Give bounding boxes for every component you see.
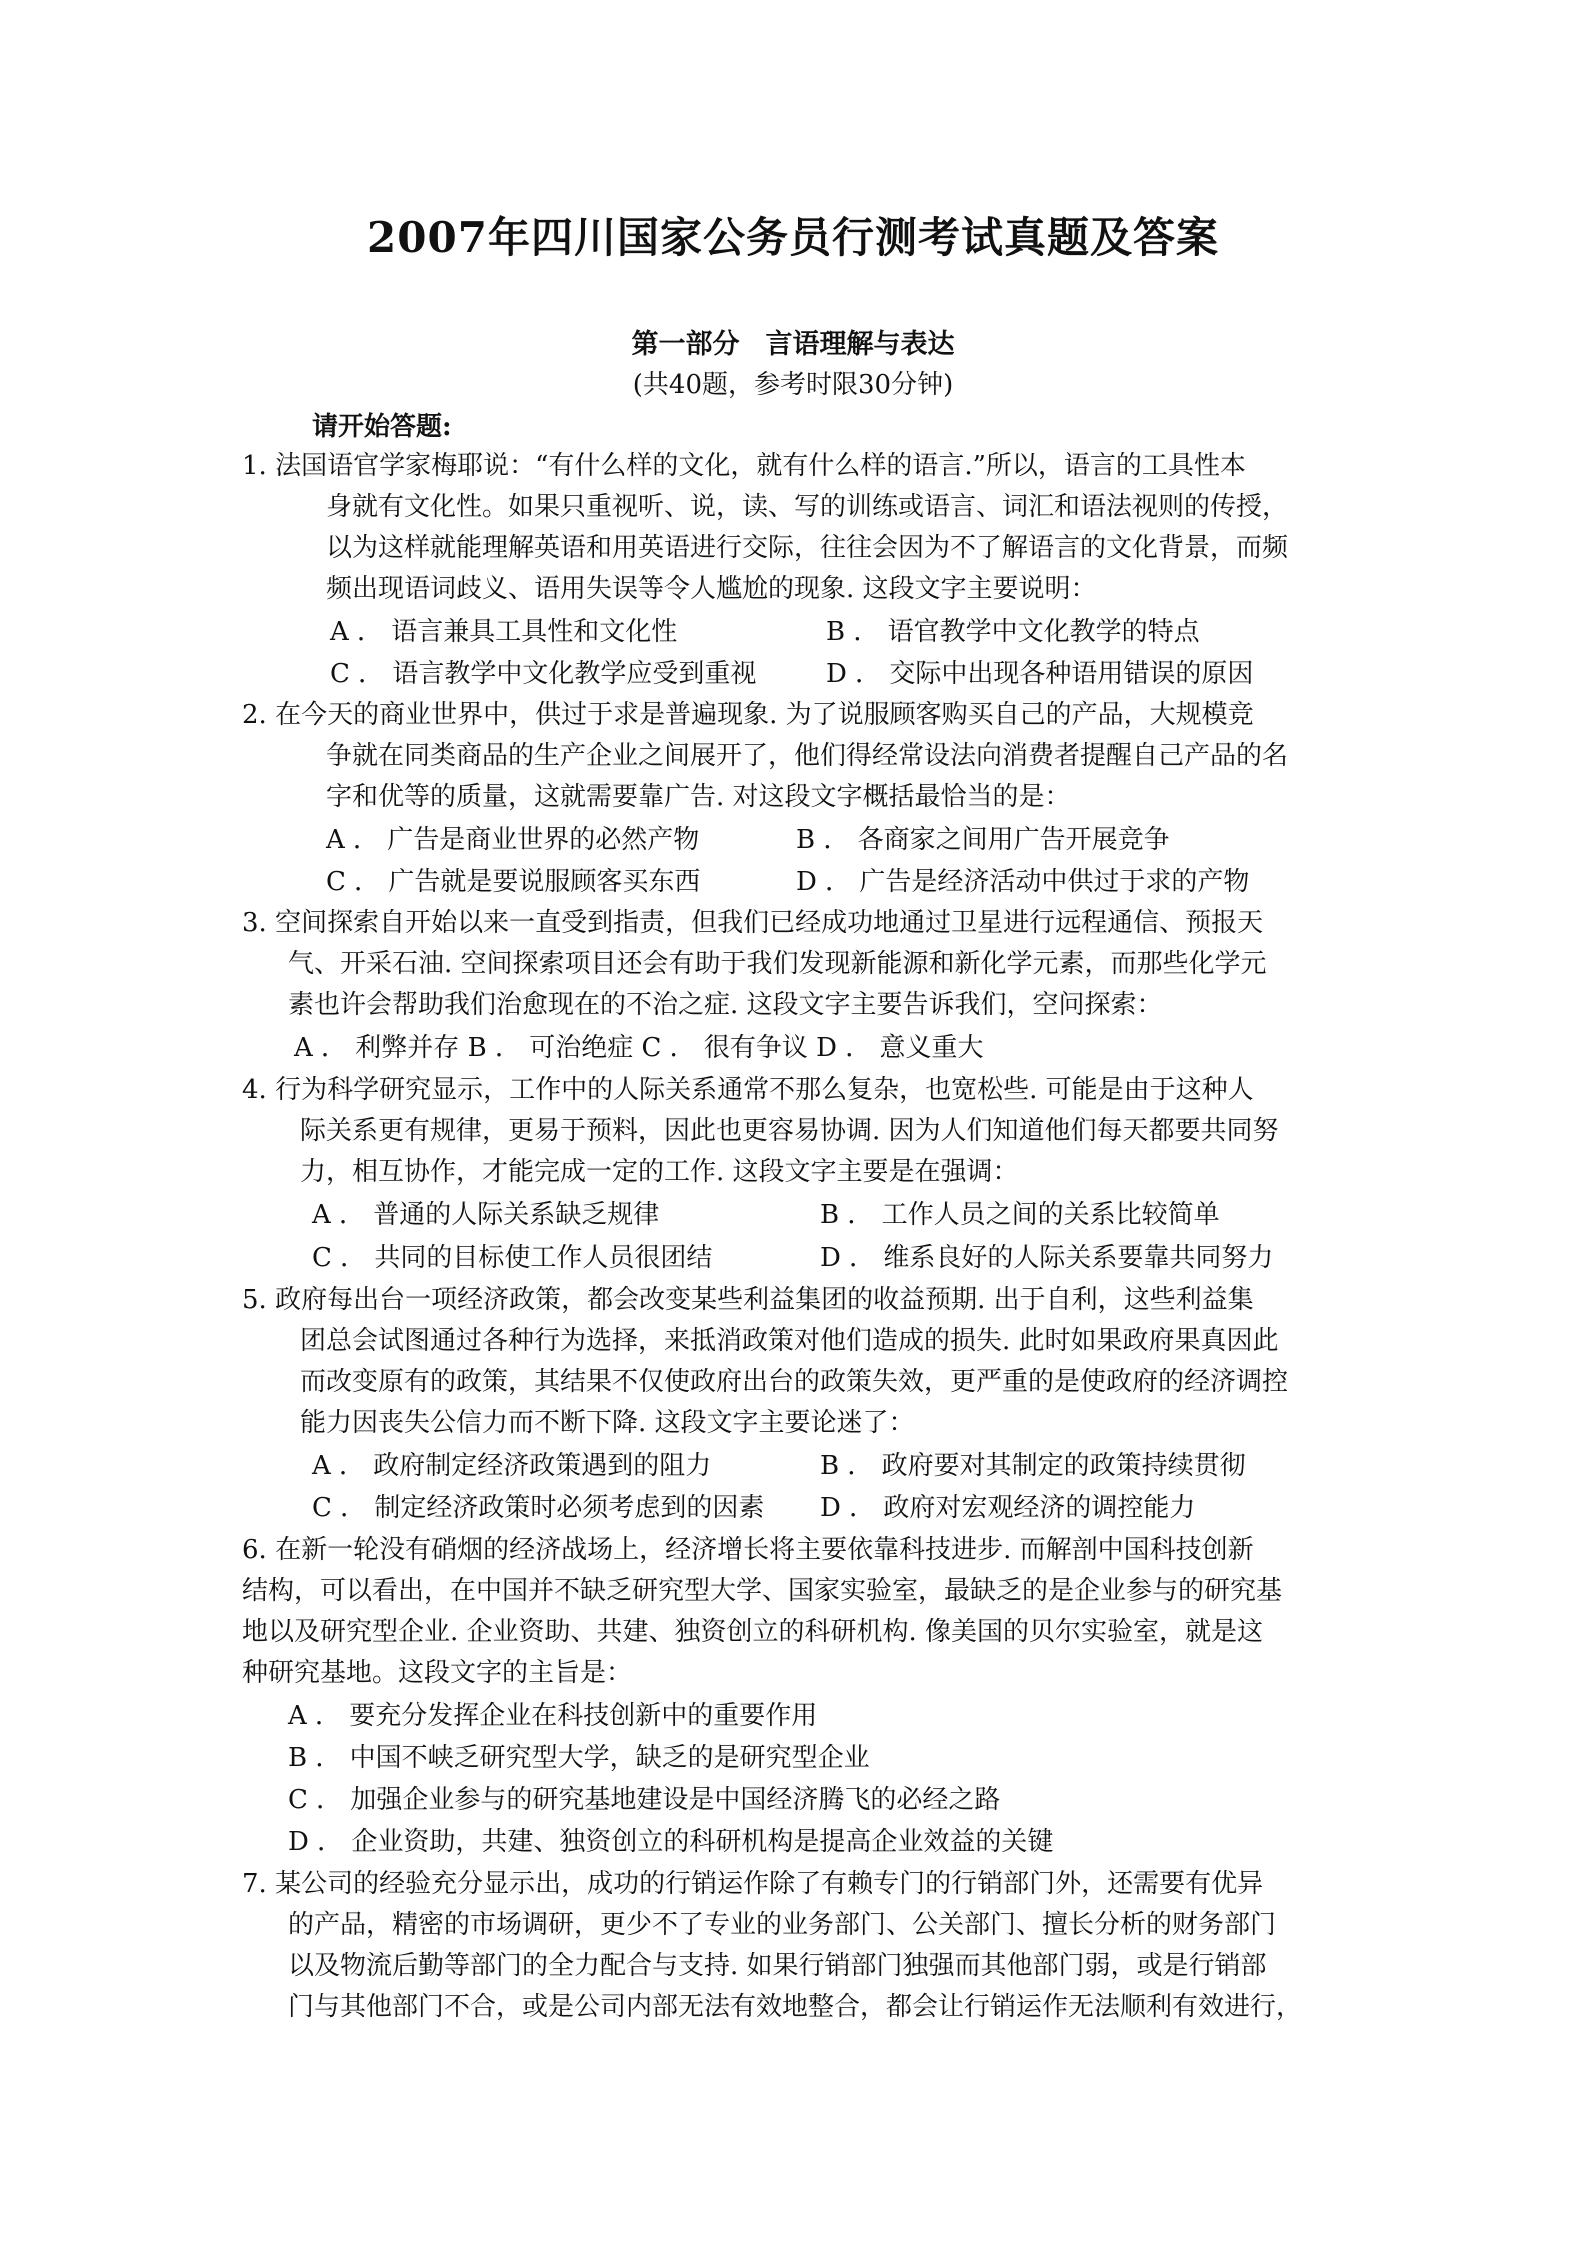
question-2-option-a: A ． 广告是商业世界的必然产物 <box>326 825 700 855</box>
question-1-option-b: B ． 语官教学中文化教学的特点 <box>826 617 1200 647</box>
question-4-option-b: B ． 工作人员之间的关系比较简单 <box>820 1200 1220 1230</box>
start-prompt: 请开始答题: <box>312 412 452 442</box>
question-7-line-2: 的产品，精密的市场调研，更少不了专业的业务部门、公关部门、擅长分析的财务部门 <box>288 1910 1277 1940</box>
question-7-line-3: 以及物流后勤等部门的全力配合与支持. 如果行销部门独强而其他部门弱，或是行销部 <box>288 1951 1267 1981</box>
document-title: 2007年四川国家公务员行测考试真题及答案 <box>367 213 1219 262</box>
question-3-line-1: 3. 空间探索自开始以来一直受到指责，但我们已经成功地通过卫星进行远程通信、预报天 <box>242 908 1264 938</box>
part-heading <box>0 322 1586 361</box>
question-4-option-a: A ． 普通的人际关系缺乏规律 <box>312 1200 660 1230</box>
question-4-line-3: 力，相互协作，才能完成一定的工作. 这段文字主要是在强调： <box>300 1157 1019 1187</box>
question-6-line-2: 结构，可以看出，在中国并不缺乏研究型大学、国家实验室，最缺乏的是企业参与的研究基 <box>242 1576 1283 1606</box>
question-2-line-3: 字和优等的质量，这就需要靠广告. 对这段文字概括最恰当的是： <box>326 782 1071 812</box>
question-5-option-a: A ． 政府制定经济政策遇到的阻力 <box>312 1451 712 1481</box>
question-2-line-2: 争就在同类商品的生产企业之间展开了，他们得经常设法向消费者提醒自己产品的名 <box>326 741 1289 771</box>
question-1-line-1: 1. 法国语官学家梅耶说：“有什么样的文化，就有什么样的语言.”所以，语言的工具性本 <box>242 451 1246 481</box>
question-5-line-3: 而改变原有的政策，其结果不仅使政府出台的政策失效，更严重的是使政府的经济调控 <box>300 1367 1289 1397</box>
part-time-note: (共40题，参考时限30分钟) <box>632 370 954 400</box>
question-2-option-d: D ． 广告是经济活动中供过于求的产物 <box>796 867 1250 897</box>
question-3-options: A ． 利弊并存 B ． 可治绝症 C ． 很有争议 D ． 意义重大 <box>294 1033 984 1063</box>
part-number: 第一部分 <box>631 329 740 360</box>
question-5-option-c: C ． 制定经济政策时必须考虑到的因素 <box>312 1493 765 1523</box>
question-1-option-a: A ． 语言兼具工具性和文化性 <box>330 617 678 647</box>
question-1-line-4: 频出现语词歧义、语用失误等令人尴尬的现象. 这段文字主要说明： <box>326 574 1097 604</box>
question-2-option-c: C ． 广告就是要说服顾客买东西 <box>326 867 701 897</box>
question-6-line-3: 地以及研究型企业. 企业资助、共建、独资创立的科研机构. 像美国的贝尔实验室，就是这 <box>242 1617 1264 1647</box>
question-5-option-b: B ． 政府要对其制定的政策持续贯彻 <box>820 1451 1246 1481</box>
question-2-option-b: B ． 各商家之间用广告开展竞争 <box>796 825 1170 855</box>
question-1-option-d: D ． 交际中出现各种语用错误的原因 <box>826 659 1254 689</box>
question-5-line-4: 能力因丧失公信力而不断下降. 这段文字主要论迷了： <box>300 1408 915 1438</box>
question-6-line-1: 6. 在新一轮没有硝烟的经济战场上，经济增长将主要依靠科技进步. 而解剖中国科技创新 <box>242 1535 1254 1565</box>
question-5-option-d: D ． 政府对宏观经济的调控能力 <box>820 1493 1196 1523</box>
question-4-option-d: D ． 维系良好的人际关系要靠共同努力 <box>820 1243 1274 1273</box>
question-6-option-b: B ． 中国不峡乏研究型大学，缺乏的是研究型企业 <box>288 1743 870 1773</box>
question-7-line-1: 7. 某公司的经验充分显示出，成功的行销运作除了有赖专门的行销部门外，还需要有优异 <box>242 1869 1264 1899</box>
question-6-line-4: 种研究基地。这段文字的主旨是： <box>242 1658 633 1688</box>
question-3-line-2: 气、开采石油. 空间探索项目还会有助于我们发现新能源和新化学元素，而那些化学元 <box>288 949 1267 979</box>
question-4-line-1: 4. 行为科学研究显示，工作中的人际关系通常不那么复杂，也宽松些. 可能是由于这种人 <box>242 1075 1254 1105</box>
question-1-line-2: 身就有文化性。如果只重视听、说，读、写的训练或语言、词汇和语法视则的传授， <box>326 492 1289 522</box>
question-6-option-c: C ． 加强企业参与的研究基地建设是中国经济腾飞的必经之路 <box>288 1785 1001 1815</box>
question-4-line-2: 际关系更有规律，更易于预料，因此也更容易协调. 因为人们知道他们每天都要共同努 <box>300 1116 1279 1146</box>
question-1-line-3: 以为这样就能理解英语和用英语进行交际，往往会因为不了解语言的文化背景，而频 <box>326 533 1289 563</box>
question-4-option-c: C ． 共同的目标使工作人员很团结 <box>312 1243 713 1273</box>
question-5-line-2: 团总会试图通过各种行为选择，来抵消政策对他们造成的损失. 此时如果政府果真因此 <box>300 1326 1279 1356</box>
question-3-line-3: 素也许会帮助我们治愈现在的不治之症. 这段文字主要告诉我们，空问探索： <box>288 990 1163 1020</box>
question-7-line-4: 门与其他部门不合，或是公司内部无法有效地整合，都会让行销运作无法顺利有效进行， <box>288 1992 1303 2022</box>
question-5-line-1: 5. 政府每出台一项经济政策，都会改变某些利益集团的收益预期. 出于自利，这些利益集 <box>242 1285 1254 1315</box>
part-name: 言语理解与表达 <box>765 329 955 360</box>
question-6-option-d: D ． 企业资助，共建、独资创立的科研机构是提高企业效益的关键 <box>288 1827 1054 1857</box>
question-6-option-a: A ． 要充分发挥企业在科技创新中的重要作用 <box>288 1701 818 1731</box>
question-2-line-1: 2. 在今天的商业世界中，供过于求是普遍现象. 为了说服顾客购买自己的产品，大规模竞 <box>242 700 1254 730</box>
question-1-option-c: C ． 语言教学中文化教学应受到重视 <box>330 659 757 689</box>
